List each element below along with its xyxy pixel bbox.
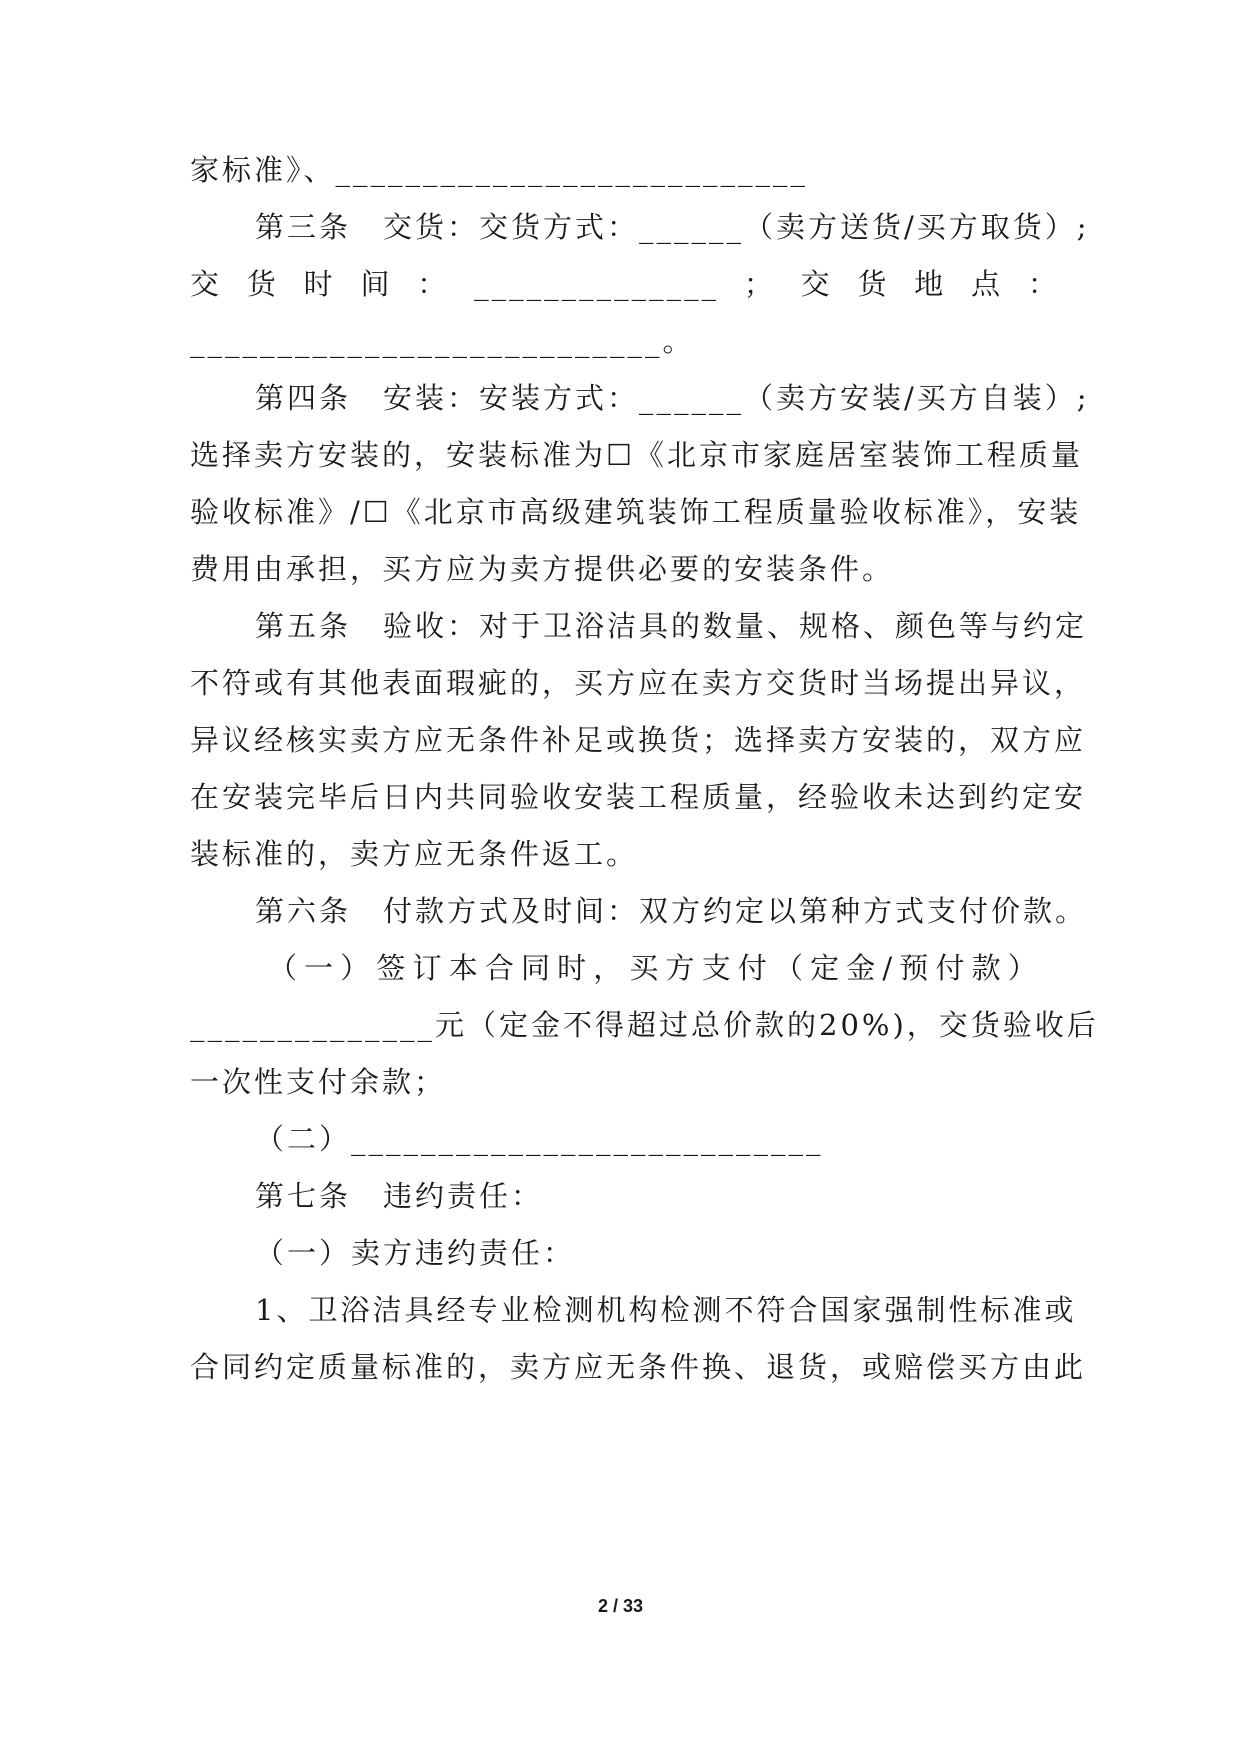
char: 交 xyxy=(800,267,833,301)
char: 金 xyxy=(846,951,879,985)
text-line: 装标准的，卖方应无条件返工。 xyxy=(190,837,639,871)
char: （ xyxy=(773,951,806,985)
text-line: 验收标准》/☐《北京市高级建筑装饰工程质量验收标准》，安装 xyxy=(190,495,1082,529)
char: 款 xyxy=(971,951,1004,985)
char: 预 xyxy=(899,951,932,985)
text-line: 一次性支付余款； xyxy=(190,1065,447,1099)
page-number: 2 / 33 xyxy=(597,1596,644,1616)
char: ） xyxy=(340,951,373,985)
text-line: 在安装完毕后日内共同验收安装工程质量，经验收未达到约定安 xyxy=(190,780,1087,814)
char: / xyxy=(882,951,896,985)
char: 间 xyxy=(360,267,393,301)
char: 点 xyxy=(971,267,1004,301)
text-line: 家标准》、___________________________ xyxy=(190,153,809,187)
text-line: 合同约定质量标准的，卖方应无条件换、退货，或赔偿买方由此 xyxy=(190,1350,1087,1384)
char: 合 xyxy=(484,951,517,985)
char: （ xyxy=(268,951,301,985)
text-line: 1、卫浴洁具经专业检测机构检测不符合国家强制性标准或 xyxy=(255,1293,1077,1327)
char: 时 xyxy=(303,267,336,301)
blank: ______________ xyxy=(474,267,720,301)
text-line: 选择卖方安装的，安装标准为☐《北京市家庭居室装饰工程质量 xyxy=(190,438,1083,472)
text-line: （二）___________________________ xyxy=(255,1122,824,1156)
char: 方 xyxy=(665,951,698,985)
text-line: ___________________________。 xyxy=(190,324,695,358)
char: ： xyxy=(1027,267,1060,301)
char: 支 xyxy=(701,951,734,985)
char: 同 xyxy=(520,951,553,985)
text-line: （一）卖方违约责任： xyxy=(255,1236,576,1270)
char: ； xyxy=(743,267,776,301)
char: 付 xyxy=(935,951,968,985)
text-line: 第六条 付款方式及时间：双方约定以第种方式支付价款。 xyxy=(255,894,1088,928)
char: 交 xyxy=(190,267,223,301)
char: 订 xyxy=(412,951,445,985)
char: 时 xyxy=(557,951,590,985)
char: 本 xyxy=(448,951,481,985)
char: 签 xyxy=(376,951,409,985)
char: ） xyxy=(1007,951,1040,985)
text-line: 第五条 验收：对于卫浴洁具的数量、规格、颜色等与约定 xyxy=(255,609,1088,643)
text-line: 费用由承担，买方应为卖方提供必要的安装条件。 xyxy=(190,552,895,586)
char: 货 xyxy=(246,267,279,301)
text-line: 第七条 违约责任： xyxy=(255,1179,544,1213)
text-line: 不符或有其他表面瑕疵的，买方应在卖方交货时当场提出异议， xyxy=(190,666,1087,700)
char: 买 xyxy=(629,951,662,985)
char: 一 xyxy=(304,951,337,985)
char: 定 xyxy=(810,951,843,985)
text-line: 第三条 交货：交货方式：______（卖方送货/买方取货）; xyxy=(255,210,1090,244)
text-line-delivery xyxy=(190,264,1060,304)
text-line-payment xyxy=(268,948,1040,988)
text-line: 第四条 安装：安装方式：______（卖方安装/买方自装）; xyxy=(255,381,1090,415)
text-line: 异议经核实卖方应无条件补足或换货；选择卖方安装的，双方应 xyxy=(190,723,1087,757)
char: ： xyxy=(417,267,450,301)
char: 付 xyxy=(737,951,770,985)
char: 货 xyxy=(857,267,890,301)
char: ， xyxy=(593,951,626,985)
text-line: ______________元（定金不得超过总价款的20%)，交货验收后 xyxy=(190,1008,1099,1042)
char: 地 xyxy=(914,267,947,301)
